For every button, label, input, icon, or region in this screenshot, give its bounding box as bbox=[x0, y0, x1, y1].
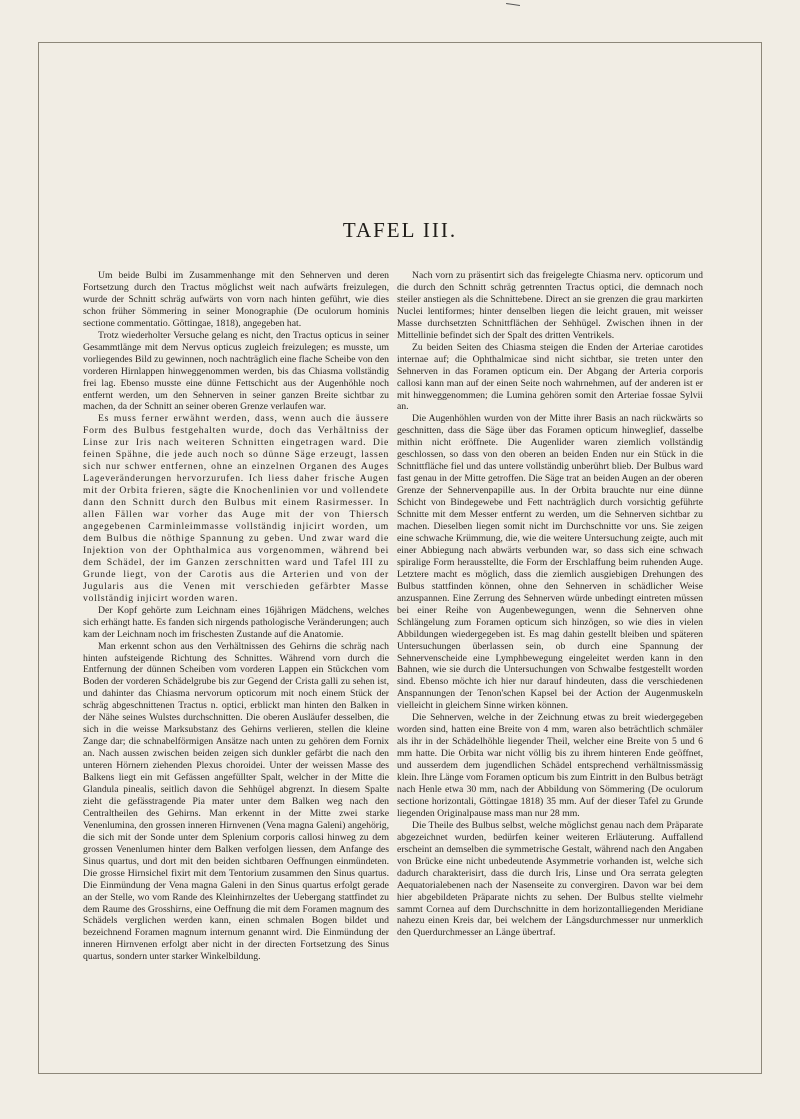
paragraph-4: Der Kopf gehörte zum Leichnam eines 16jährigen Mädchens, welches sich erhängt hatte. Es fanden sich nirgends pathologische Veränderungen; auch kam der Leichnam noch im frischesten Zustande auf die Anatomie. bbox=[83, 604, 389, 640]
page-title: TAFEL III. bbox=[342, 218, 458, 242]
paragraph-2: Trotz wiederholter Versuche gelang es nicht, den Tractus opticus in seiner Gesammtlänge mit dem Nervus opticus zugleich freizulegen; es musste, um vorliegendes Bild zu gewinnen, noch nachträglich eine flache Scheibe von den vorderen Hirnlappen hinweggenommen werden, bis das Chiasma vollständig frei lag. Ebenso musste eine dünne Fettschicht aus der Augenhöhle noch entfernt werden, um den Sehnerven in seiner ganzen Breite sichtbar zu machen, da der Schnitt an seiner oberen Grenze verlaufen war. bbox=[83, 329, 389, 413]
paragraph-1: Um beide Bulbi im Zusammenhange mit den Sehnerven und deren Fortsetzung durch den Tractus möglichst weit nach aufwärts freizulegen, wurde der Schnitt schräg aufwärts von vorn nach hinten geführt, wie dies schon früher Sömmering in seiner Monographie (De oculorum hominis sectione commentatio. Göttingae, 1818), angegeben hat. bbox=[83, 270, 389, 329]
print-mark bbox=[506, 3, 520, 6]
paragraph-5: Man erkennt schon aus den Verhältnissen des Gehirns die schräg nach hinten aufsteigende Richtung des Schnittes. Während vorn durch die Entfernung der dünnen Scheiben vom vorderen Lappen ein Stückchen vom Boden der vorderen Schädelgrube bis zur Gegend der Crista galli zu sehen ist, und dahinter das Chiasma nervorum opticorum mit noch einem Stück der schräg abgeschnittenen Tractus n. optici, erblickt man hinten den Balken in der Nähe seines Wulstes durchschnitten. Die oberen Ausläufer desselben, die sich in die weisse Marksubstanz des Gehirns verlieren, stellen die kleine Zange dar; die schnabelförmigen Ansätze nach unten zu gehören dem Fornix an. Nach aussen zwischen beiden zeigen sich dunkler gefärbt die nach den unteren Hörnern ziehenden Plexus choroidei. Unter der weissen Masse des Balkens liegt ein mit Gefässen angefüllter Spalt, welcher in der Mitte die Glandula pinealis, seitlich davon die Sehhügel abgrenzt. In diesem Spalte zieht die gefässtragende Pia mater unter dem Balken weg nach den Centraltheilen des Gehirns. Man erkennt in der Mitte zwei starke Venenlumina, den grossen inneren Hirnvenen (Vena magna Galeni) angehörig, die sich mit der Sonde unter dem Splenium corporis callosi hinweg zu dem grossen Venenlumen hinter dem Balken verfolgen liessen, dem Anfange des Sinus quartus, und dort mit den beiden sichtbaren Oeffnungen einmündeten. Die grosse Hirnsichel fixirt mit dem Tentorium zusammen den Sinus quartus. Die Einmündung der Vena magna Galeni in den Sinus quartus erfolgt gerade an der Stelle, wo vom Rande des Kleinhirnzeltes der Uebergang stattfindet zu dem Raume des Grosshirns, eine Oeffnung die mit dem Foramen magnum des Schädels verglichen werden kann, einen schmalen Bogen bildet und bezeichnend Foramen magnum internum genannt wird. Die Einmündung der inneren Hirnvenen erfolgt aber nicht in der directen Fortsetzung des Sinus quartus, sondern unter starker Winkelbildung. bbox=[83, 640, 389, 963]
paragraph-3: Es muss ferner erwähnt werden, dass, wenn auch die äussere Form des Bulbus festgehalten wurde, doch das Verhältniss der Linse zur Iris nach weiteren Schnitten eingetragen ward. Die feinen Spähne, die jede auch noch so dünne Säge erzeugt, lassen sich nur schwer entfernen, ohne an einzelnen Organen des Auges Lageveränderungen hervorzurufen. Ich liess daher frische Augen mit der Orbita frieren, sägte die Knochenlinien vor und vollendete dann den Schnitt durch den Bulbus mit einem Rasirmesser. In allen Fällen war vorher das Auge mit der von Thiersch angegebenen Carminleimmasse vollständig injicirt worden, um dem Bulbus die nöthige Spannung zu geben. Und zwar ward die Injektion von der Ophthalmica aus vorgenommen, während bei dem Schädel, der im Ganzen zerschnitten ward und Tafel III zu Grunde liegt, von der Carotis aus die Arterien und von der Jugularis aus die Venen mit verschieden gefärbter Masse vollständig injicirt worden waren. bbox=[83, 413, 389, 604]
paragraph-7: Zu beiden Seiten des Chiasma steigen die Enden der Arteriae carotides internae auf; die Ophthalmicae sind nicht sichtbar, sie treten unter den Sehnerven in das Foramen opticum ein. Der Abgang der Arteria corporis callosi kann man auf der einen Seite noch wahrnehmen, auf der anderen ist er mit hinweggenommen; die Lumina gehören somit den Arteriae fossae Sylvii an. bbox=[397, 341, 703, 413]
paragraph-9: Die Sehnerven, welche in der Zeichnung etwas zu breit wiedergegeben worden sind, hatten eine Breite von 4 mm, waren also beträchtlich schmäler als ihr in der Schädelhöhle liegender Theil, welcher eine Breite von 5 und 6 mm hatte. Die Orbita war nicht völlig bis zu ihrem hinteren Ende geöffnet, und ausserdem dem jugendlichen Schädel entsprechend verhältnissmässig klein. Ihre Länge vom Foramen opticum bis zum Eintritt in den Bulbus beträgt nach Henle etwa 30 mm, nach der Abbildung von Sömmering (De oculorum sectione horizontali, Göttingae 1818) 35 mm. Auf der dieser Tafel zu Grunde liegenden Originalpause mass man nur 28 mm. bbox=[397, 712, 703, 819]
paragraph-6: Nach vorn zu präsentirt sich das freigelegte Chiasma nerv. opticorum und die durch den Schnitt schräg getrennten Tractus optici, die demnach noch steiler anstiegen als die Schnittebene. Direct an sie grenzen die grau markirten Nuclei lentiformes; hinter denselben liegen die leicht grauen, mit weisser Masse durchsetzten Schnittflächen der Sehhügel. Zwischen ihnen in der Mittellinie befindet sich der Spalt des dritten Ventrikels. bbox=[397, 270, 703, 341]
right-column bbox=[397, 270, 703, 939]
paragraph-8: Die Augenhöhlen wurden von der Mitte ihrer Basis an nach rückwärts so geschnitten, dass die Säge über das Foramen opticum hinweglief, dasselbe mithin nicht eröffnete. Die Augenlider waren ziemlich vollständig geschlossen, so dass von den oberen an beiden Enden nur ein Stück in die Schnittfläche fiel und das untere vollständig unberührt blieb. Der Bulbus ward fast genau in der Mitte getroffen. Die Säge trat an beiden Augen an der oberen Grenze der Sehnervenpapille aus. In der Orbita brauchte nur eine dünne Schicht von Bindegewebe und Fett nachträglich durch vorsichtig geführte Schnitte mit dem Messer entfernt zu werden, um die Sehnerven sichtbar zu machen. Dieselben liegen somit nicht im Durchschnitte vor uns. Sie zeigen eine schwache Krümmung, die, wie die weitere Untersuchung zeigte, auch mit einer Abbiegung nach abwärts verbunden war, so dass sich eine schwach spiralige Form herausstellte, die Form der Erschlaffung beim ruhenden Auge. Letztere macht es möglich, dass die ziemlich ausgiebigen Drehungen des Bulbus stattfinden können, ohne den Sehnerven in schädlicher Weise anzuspannen. Eine Zerrung des Sehnerven würde unbedingt eintreten müssen bei einer Reihe von Augenbewegungen, wenn die Sehnerven ohne Schlängelung zum Foramen opticum sich hinzögen, so wie dies in vielen Abbildungen wiedergegeben ist. Es mag dahin gestellt bleiben und späteren Untersuchungen überlassen sein, ob durch eine Spannung der Sehnervenscheide eine Lymphbewegung eingeleitet werden kann in den Bahnen, wie sie durch die Untersuchungen von Schwalbe festgestellt worden sind. Ebenso möchte ich hier nur darauf hindeuten, dass die verschiedenen Anspannungen der Tenon'schen Kapsel bei der Action der Augenmuskeln vielleicht in gleichem Sinne wirken können. bbox=[397, 413, 703, 712]
left-column bbox=[83, 270, 389, 963]
paragraph-10: Die Theile des Bulbus selbst, welche möglichst genau nach dem Präparate abgezeichnet wurden, bedürfen keiner weiteren Erläuterung. Auffallend erscheint an demselben die symmetrische Gestalt, während nach den Angaben von Brücke eine nicht unbedeutende Asymmetrie vorhanden ist, welche sich dadurch charakterisirt, dass die durch Iris, Linse und Ora serrata gelegten Aequatorialebenen nach der Nasenseite zu convergiren. Davon war bei dem hier abgebildeten Präparate nichts zu sehen. Der Bulbus stellte vielmehr sammt Cornea auf dem Durchschnitte in dem horizontalliegenden Meridiane nahezu einen Kreis dar, bei welchem der Längsdurchmesser nur unmerklich den Querdurchmesser an Länge übertraf. bbox=[397, 819, 703, 939]
